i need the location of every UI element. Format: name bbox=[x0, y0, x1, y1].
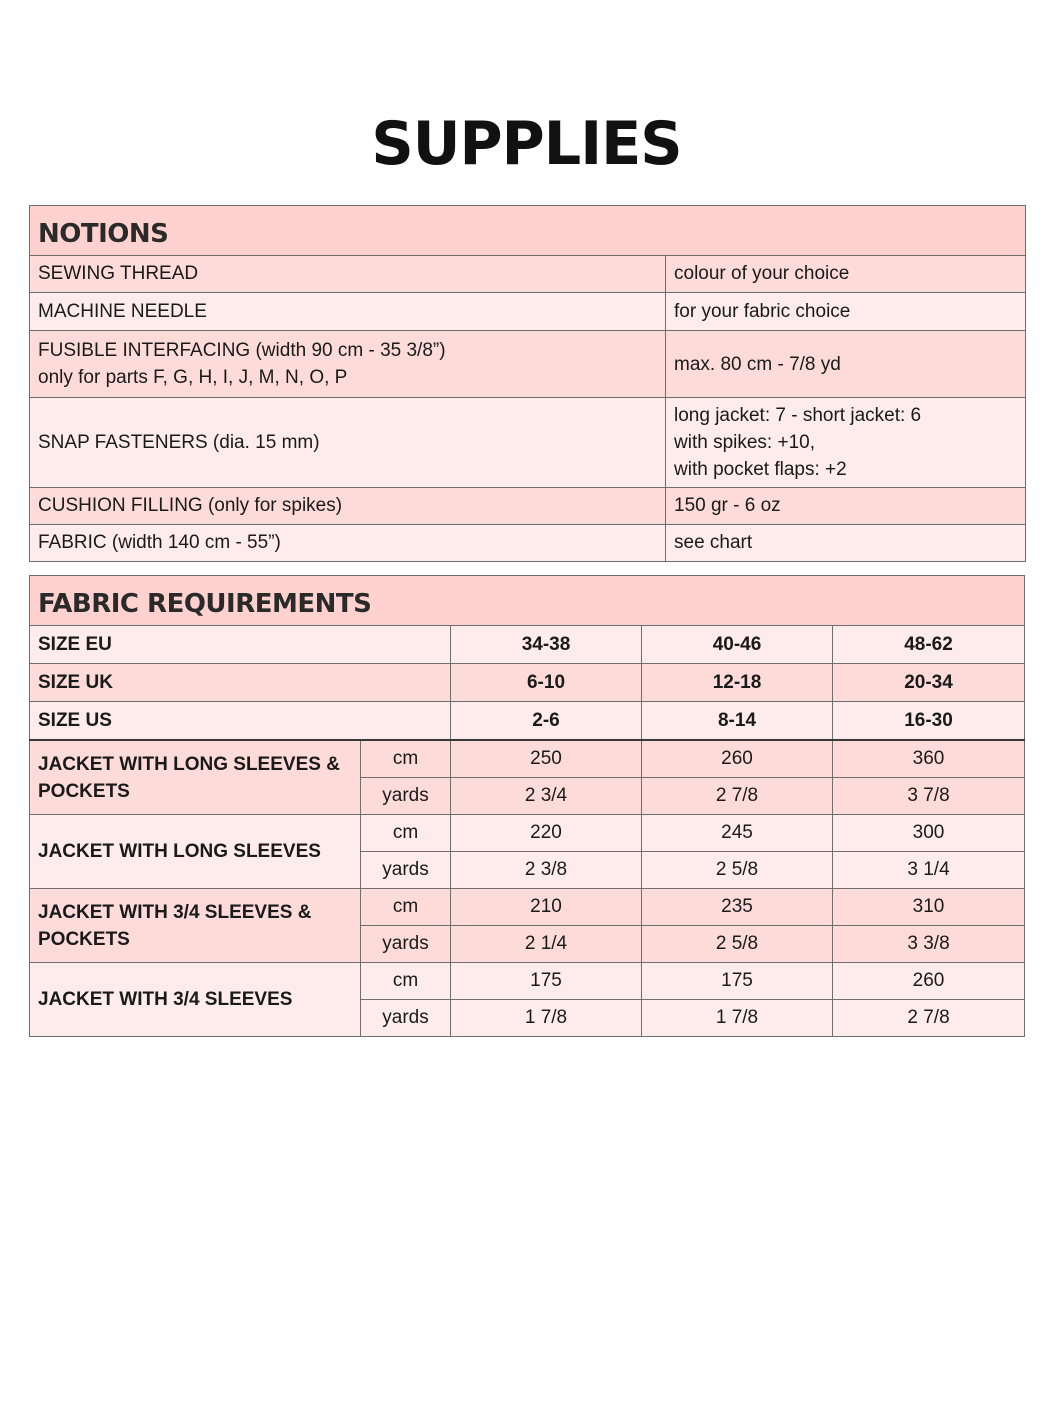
notions-row bbox=[30, 331, 1026, 398]
notion-item: FUSIBLE INTERFACING (width 90 cm - 35 3/8”) only for parts F, G, H, I, J, M, N, O, P bbox=[30, 331, 666, 398]
unit-label: yards bbox=[361, 852, 451, 889]
amount-cell: 235 bbox=[642, 889, 833, 926]
size-value: 20-34 bbox=[833, 664, 1025, 702]
unit-label: cm bbox=[361, 815, 451, 852]
amount-cell: 220 bbox=[451, 815, 642, 852]
amount-cell: 310 bbox=[833, 889, 1025, 926]
notion-value: max. 80 cm - 7/8 yd bbox=[666, 331, 1026, 398]
amount-cell: 175 bbox=[451, 963, 642, 1000]
size-label: SIZE EU bbox=[30, 626, 451, 664]
model-name: JACKET WITH LONG SLEEVES & POCKETS bbox=[30, 740, 361, 815]
size-value: 48-62 bbox=[833, 626, 1025, 664]
amount-cell: 1 7/8 bbox=[642, 1000, 833, 1037]
notion-value: colour of your choice bbox=[666, 256, 1026, 293]
page-title: SUPPLIES bbox=[371, 109, 682, 179]
size-row-eu bbox=[30, 626, 1025, 664]
unit-label: yards bbox=[361, 1000, 451, 1037]
notion-item: SNAP FASTENERS (dia. 15 mm) bbox=[30, 398, 666, 488]
notions-heading: NOTIONS bbox=[30, 206, 1026, 256]
amount-cell: 3 7/8 bbox=[833, 778, 1025, 815]
unit-label: yards bbox=[361, 926, 451, 963]
notion-item: CUSHION FILLING (only for spikes) bbox=[30, 488, 666, 525]
amount-cell: 175 bbox=[642, 963, 833, 1000]
size-row-us bbox=[30, 702, 1025, 741]
size-value: 16-30 bbox=[833, 702, 1025, 741]
notion-value: long jacket: 7 - short jacket: 6 with spikes: +10, with pocket flaps: +2 bbox=[666, 398, 1026, 488]
amount-cell: 260 bbox=[642, 740, 833, 778]
notions-row bbox=[30, 256, 1026, 293]
notion-value: for your fabric choice bbox=[666, 293, 1026, 331]
unit-label: cm bbox=[361, 740, 451, 778]
amount-cell: 360 bbox=[833, 740, 1025, 778]
amount-cell: 2 3/8 bbox=[451, 852, 642, 889]
size-value: 40-46 bbox=[642, 626, 833, 664]
fabric-heading: FABRIC REQUIREMENTS bbox=[30, 576, 1025, 626]
amount-cell: 1 7/8 bbox=[451, 1000, 642, 1037]
amount-cell: 2 5/8 bbox=[642, 852, 833, 889]
model-row-cm bbox=[30, 740, 1025, 778]
notions-row bbox=[30, 398, 1026, 488]
notion-item: MACHINE NEEDLE bbox=[30, 293, 666, 331]
size-label: SIZE US bbox=[30, 702, 451, 741]
notions-row bbox=[30, 293, 1026, 331]
model-name: JACKET WITH 3/4 SLEEVES & POCKETS bbox=[30, 889, 361, 963]
size-value: 8-14 bbox=[642, 702, 833, 741]
model-row-cm bbox=[30, 815, 1025, 852]
amount-cell: 2 5/8 bbox=[642, 926, 833, 963]
amount-cell: 260 bbox=[833, 963, 1025, 1000]
model-row-cm bbox=[30, 889, 1025, 926]
amount-cell: 2 7/8 bbox=[833, 1000, 1025, 1037]
amount-cell: 210 bbox=[451, 889, 642, 926]
size-value: 6-10 bbox=[451, 664, 642, 702]
amount-cell: 245 bbox=[642, 815, 833, 852]
amount-cell: 300 bbox=[833, 815, 1025, 852]
notion-item: SEWING THREAD bbox=[30, 256, 666, 293]
notions-row bbox=[30, 525, 1026, 562]
fabric-requirements-table bbox=[29, 575, 1025, 1037]
notion-item: FABRIC (width 140 cm - 55”) bbox=[30, 525, 666, 562]
size-value: 34-38 bbox=[451, 626, 642, 664]
notion-value: see chart bbox=[666, 525, 1026, 562]
notions-table bbox=[29, 205, 1026, 562]
unit-label: yards bbox=[361, 778, 451, 815]
amount-cell: 250 bbox=[451, 740, 642, 778]
unit-label: cm bbox=[361, 889, 451, 926]
notion-value: 150 gr - 6 oz bbox=[666, 488, 1026, 525]
size-row-uk bbox=[30, 664, 1025, 702]
size-value: 2-6 bbox=[451, 702, 642, 741]
unit-label: cm bbox=[361, 963, 451, 1000]
amount-cell: 2 7/8 bbox=[642, 778, 833, 815]
size-label: SIZE UK bbox=[30, 664, 451, 702]
amount-cell: 3 1/4 bbox=[833, 852, 1025, 889]
size-value: 12-18 bbox=[642, 664, 833, 702]
model-name: JACKET WITH 3/4 SLEEVES bbox=[30, 963, 361, 1037]
amount-cell: 2 3/4 bbox=[451, 778, 642, 815]
amount-cell: 2 1/4 bbox=[451, 926, 642, 963]
model-row-cm bbox=[30, 963, 1025, 1000]
model-name: JACKET WITH LONG SLEEVES bbox=[30, 815, 361, 889]
notions-row bbox=[30, 488, 1026, 525]
amount-cell: 3 3/8 bbox=[833, 926, 1025, 963]
